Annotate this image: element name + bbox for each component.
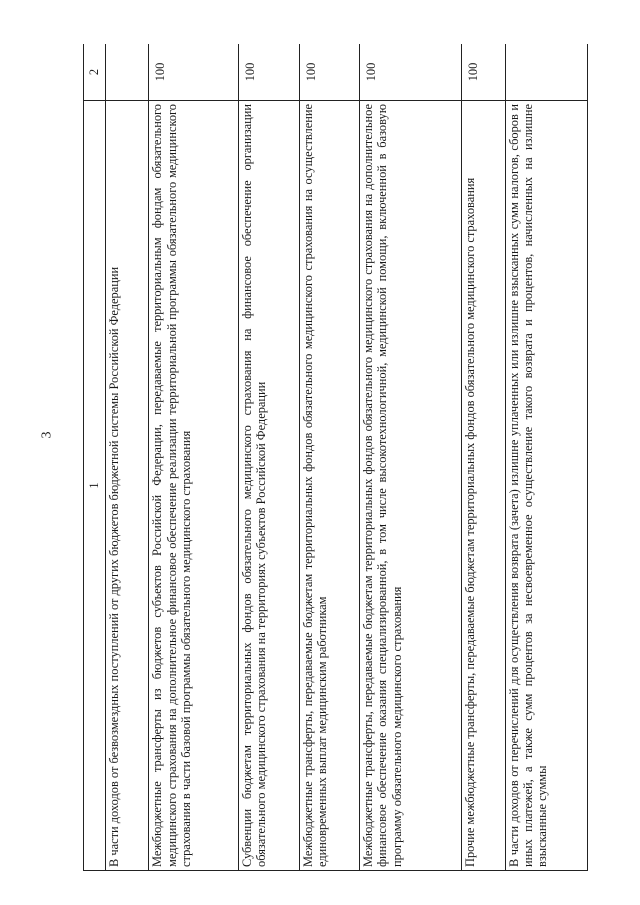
table-header-row: [84, 44, 106, 871]
row-text: Субвенции бюджетам территориальных фондов обязательного медицинского страхования на финансовое обеспечение организации обязательного медицинского страхования на территориях субъектов Российской Федерации: [239, 101, 300, 871]
row-value: 100: [239, 44, 300, 101]
row-text: Прочие межбюджетные трансферты, передаваемые бюджетам территориальных фондов обязательного медицинского страхования: [461, 101, 505, 871]
row-text: В части доходов от перечислений для осуществления возврата (зачета) излишне уплаченных или излишне взысканных сумм налогов, сборов и иных платежей, а также сумм процентов за несвоевременное осуществление такого возврата и процентов, начисленных на излишне взысканные суммы: [505, 101, 587, 871]
header-col-1: 1: [84, 101, 106, 871]
row-value: 100: [461, 44, 505, 101]
row-value: 100: [360, 44, 462, 101]
document-frame: [83, 44, 588, 871]
row-text: Межбюджетные трансферты, передаваемые бюджетам территориальных фондов обязательного медицинского страхования на осуществление единовременных выплат медицинским работникам: [299, 101, 360, 871]
table-row: [105, 44, 149, 871]
table-row: [149, 44, 239, 871]
row-text: Межбюджетные трансферты из бюджетов субъектов Российской Федерации, передаваемые территориальным фондам обязательного медицинского страхования на дополнительное финансовое обеспечение реализации территориальной программы обязательного медицинского страхования в части базовой программы обязательного медицинского страхования: [149, 101, 239, 871]
table-row: [360, 44, 462, 871]
row-value: 100: [149, 44, 239, 101]
table-row: [505, 44, 587, 871]
rotated-table-container: [83, 44, 588, 871]
table-row: [239, 44, 300, 871]
row-value: [505, 44, 587, 101]
row-text: Межбюджетные трансферты, передаваемые бюджетам территориальных фондов обязательного медицинского страхования на дополнительное финансовое обеспечение оказания специализированной, в том числе высокотехнологичной, медицинской помощи, включенной в базовую программу обязательного медицинского страхования: [360, 101, 462, 871]
header-col-2: 2: [84, 44, 106, 101]
table-row: [461, 44, 505, 871]
page-number: 3: [39, 431, 55, 439]
row-value: 100: [299, 44, 360, 101]
revenue-table: [83, 44, 588, 871]
row-value: [105, 44, 149, 101]
table-row: [299, 44, 360, 871]
row-text: В части доходов от безвозмездных поступлений от других бюджетов бюджетной системы Российской Федерации: [105, 101, 149, 871]
